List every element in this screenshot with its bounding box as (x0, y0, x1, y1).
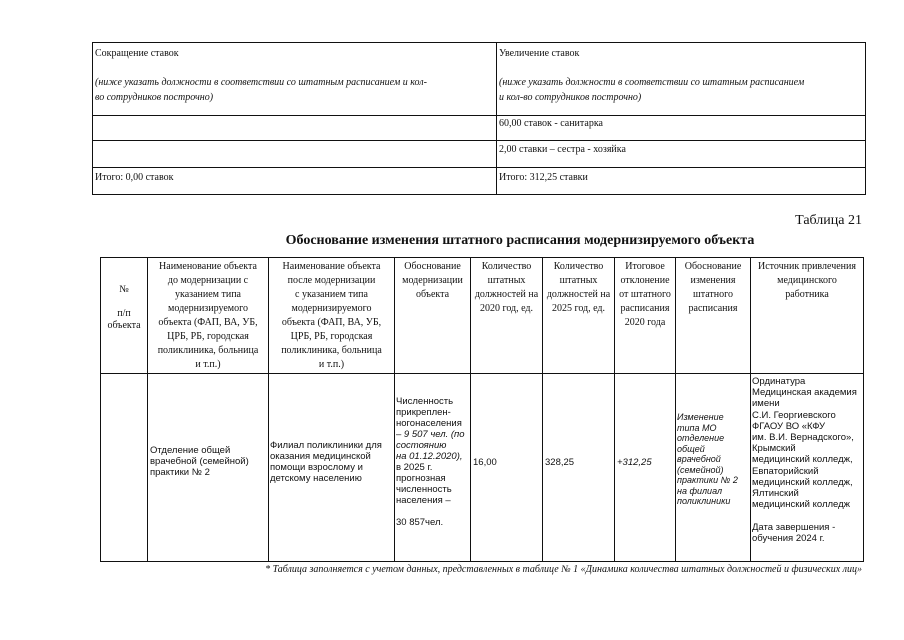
justification-text-a: Численность прикреплен- ногонаселения – (396, 396, 462, 440)
increase-total: Итого: 312,25 ставки (499, 172, 588, 183)
cell-justification (396, 396, 470, 528)
header-after: Наименование объекта после модернизации с указанием типа модернизируемого объекта (ФАП, ВА, УБ, ЦРБ, РБ, городская поликлиника, больница и т.п.) (281, 261, 382, 370)
cell-source: Ординатура Медицинская академия имени С.И. Георгиевского ФГАОУ ВО «КФУ им. В.И. Вернадского», Крымский медицинский колледж, Евпаторийский медицинский колледж, Ялтинский медицинский колледж Дата завершения - обучения 2024 г. (752, 376, 857, 544)
increase-header: Увеличение ставок (499, 48, 580, 59)
header-justification: Обоснование модернизации объекта (402, 261, 463, 300)
footnote: * Таблица заполняется с учетом данных, представленных в таблице № 1 «Динамика количества штатных должностей и физических лиц» (265, 564, 862, 575)
header-before: Наименование объекта до модернизации с указанием типа модернизируемого объекта (ФАП, ВА, УБ, ЦРБ, РБ, городская поликлиника, больница и т.п.) (157, 261, 259, 370)
header-count-2020: Количество штатных должностей на 2020 год, ед. (474, 261, 539, 314)
justification-text-italic: 9 507 чел. (по состоянию на 01.12.2020), (396, 429, 465, 462)
cell-deviation: +312,25 (617, 457, 652, 468)
increase-row-2: 2,00 ставки – сестра - хозяйка (499, 144, 626, 155)
header-num: № п/п объекта (107, 284, 141, 331)
decrease-note: (ниже указать должности в соответствии со штатным расписанием и кол- во сотрудников построчно) (95, 77, 427, 103)
decrease-header: Сокращение ставок (95, 48, 179, 59)
increase-note: (ниже указать должности в соответствии со штатным расписанием и кол-во сотрудников построчно) (499, 77, 805, 103)
header-change-reason: Обоснование изменения штатного расписания (684, 261, 742, 314)
justification-text-b: в 2025 г. прогнозная численность населения – 30 857чел. (396, 462, 452, 528)
header-count-2025: Количество штатных должностей на 2025 год, ед. (546, 261, 611, 314)
cell-count-2025: 328,25 (545, 457, 575, 468)
cell-after: Филиал поликлиники для оказания медицинской помощи взрослому и детскому населению (270, 440, 382, 484)
header-source: Источник привлечения медицинского работника (758, 261, 856, 300)
cell-change-reason: Изменение типа МО отделение общей врачебной (семейной) практики № 2 на филиал поликлиники (677, 412, 738, 506)
table-label: Таблица 21 (795, 213, 862, 228)
cell-before: Отделение общей врачебной (семейной) практики № 2 (150, 445, 249, 478)
cell-count-2020: 16,00 (473, 457, 497, 468)
header-deviation: Итоговое отклонение от штатного расписания 2020 года (619, 261, 671, 328)
table-title: Обоснование изменения штатного расписания модернизируемого объекта (285, 233, 755, 248)
increase-row-1: 60,00 ставок - санитарка (499, 118, 603, 129)
decrease-total: Итого: 0,00 ставок (95, 172, 174, 183)
